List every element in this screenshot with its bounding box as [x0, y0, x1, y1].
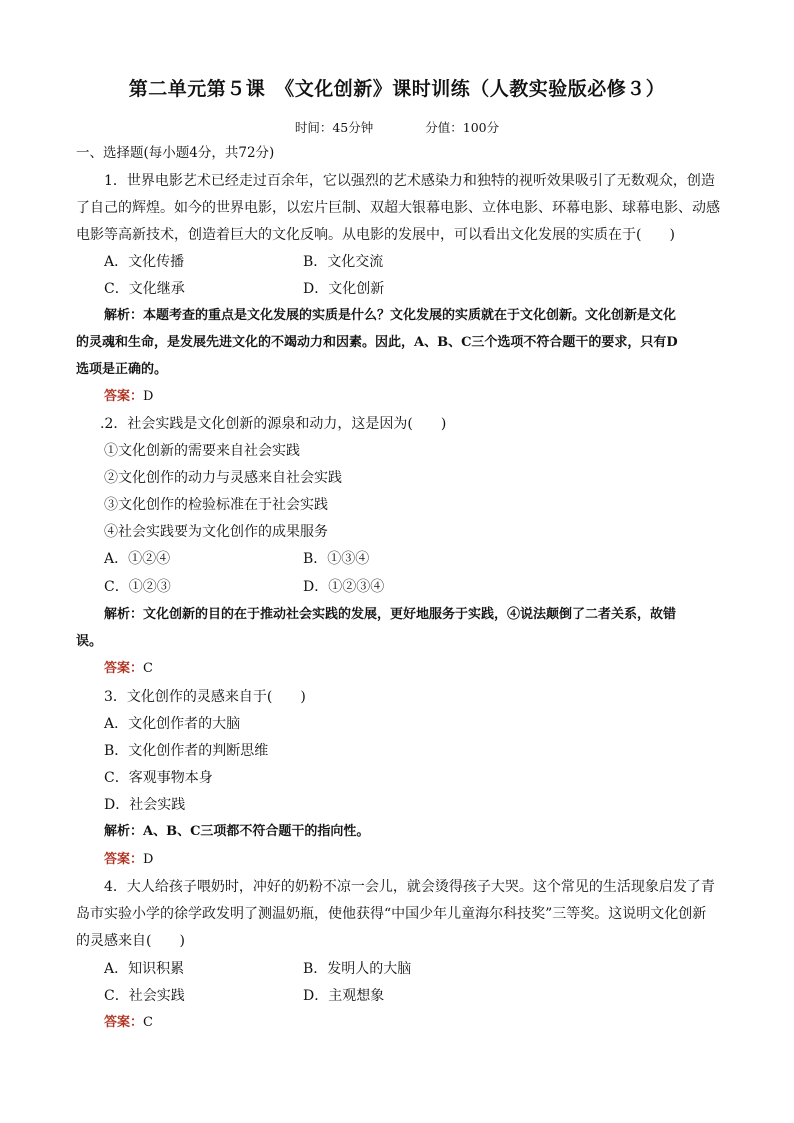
q1-option-b: B．文化交流: [303, 254, 384, 270]
q3-option-c: C．客观事物本身: [104, 770, 213, 786]
q2-stem: .2．社会实践是文化创新的源泉和动力，这是因为( ): [100, 416, 447, 432]
q2-statement-2: ②文化创作的动力与灵感来自社会实践: [104, 470, 342, 486]
q3-analysis: [104, 823, 369, 841]
q3-stem: 3．文化创作的灵感来自于( ): [104, 689, 306, 705]
section-heading: 一、选择题(每小题4分，共72分): [76, 145, 275, 161]
answer-label: 答案：: [104, 1015, 144, 1030]
q1-stem-line1: 1．世界电影艺术已经走过百余年，它以强烈的艺术感染力和独特的视听效果吸引了无数观众，创造: [104, 173, 715, 189]
q4-stem-line1: 4．大人给孩子喂奶时，冲好的奶粉不凉一会儿，就会烫得孩子大哭。这个常见的生活现象启发了青: [104, 879, 715, 895]
q1-analysis-line1: [104, 307, 676, 325]
q1-stem-line3: 电影等高新技术，创造着巨大的文化反响。从电影的发展中，可以看出文化发展的实质在于( ): [76, 227, 675, 243]
q1-analysis-line2: 的灵魂和生命，是发展先进文化的不竭动力和因素。因此，A、B、C三个选项不符合题干的要求，只有D: [76, 335, 678, 350]
answer-label: 答案：: [104, 852, 144, 867]
q2-statement-4: ④社会实践要为文化创作的成果服务: [104, 524, 328, 540]
q4-answer: [104, 1014, 153, 1032]
answer-value: C: [143, 1015, 153, 1030]
q1-option-d: D．文化创新: [303, 281, 385, 297]
q1-option-c: C．文化继承: [104, 281, 185, 297]
q3-option-a: A．文化创作者的大脑: [104, 716, 241, 732]
q2-statement-3: ③文化创作的检验标准在于社会实践: [104, 497, 328, 513]
answer-value: C: [143, 661, 153, 676]
q2-option-b: B．①③④: [303, 551, 370, 567]
q2-answer: [104, 660, 153, 678]
exam-meta: [0, 118, 794, 136]
q1-option-a: A．文化传播: [104, 254, 185, 270]
analysis-label: 解析：: [104, 308, 144, 323]
time-limit: 时间：45分钟: [294, 120, 374, 135]
q2-analysis-line1: [104, 606, 676, 624]
page-title: 第二单元第５课 《文化创新》课时训练（人教实验版必修３）: [128, 78, 666, 100]
analysis-text: 文化创新的目的在于推动社会实践的发展，更好地服务于实践，④说法颠倒了二者关系，故错: [143, 607, 677, 622]
q4-option-a: A．知识积累: [104, 961, 185, 977]
q4-stem-line3: 的灵感来自( ): [76, 933, 185, 949]
analysis-text: 本题考查的重点是文化发展的实质是什么？文化发展的实质就在于文化创新。文化创新是文化: [143, 308, 677, 323]
q4-option-c: C．社会实践: [104, 988, 185, 1004]
q4-option-b: B．发明人的大脑: [303, 961, 412, 977]
q3-answer: [104, 851, 153, 869]
q2-analysis-line2: 误。: [76, 634, 103, 649]
q3-option-d: D．社会实践: [104, 797, 186, 813]
q1-analysis-line3: 选项是正确的。: [76, 362, 168, 377]
q1-answer: [104, 388, 153, 406]
answer-label: 答案：: [104, 389, 144, 404]
q1-stem-line2: 了自己的辉煌。如今的世界电影，以宏片巨制、双超大银幕电影、立体电影、环幕电影、球幕电影、动感: [76, 200, 720, 216]
q2-option-c: C．①②③: [104, 579, 171, 595]
q4-stem-line2: 岛市实验小学的徐学政发明了测温奶瓶，使他获得“中国少年儿童海尔科技奖”三等奖。这说明文化创新: [76, 906, 707, 922]
analysis-label: 解析：: [104, 824, 144, 839]
q2-option-d: D．①②③④: [303, 579, 385, 595]
analysis-label: 解析：: [104, 607, 144, 622]
analysis-text: A、B、C三项都不符合题干的指向性。: [143, 824, 370, 839]
total-score: 分值：100分: [425, 120, 500, 135]
answer-value: D: [143, 389, 154, 404]
q4-option-d: D．主观想象: [303, 988, 385, 1004]
answer-value: D: [143, 852, 154, 867]
answer-label: 答案：: [104, 661, 144, 676]
q2-option-a: A．①②④: [104, 551, 171, 567]
q2-statement-1: ①文化创新的需要来自社会实践: [104, 443, 300, 459]
q3-option-b: B．文化创作者的判断思维: [104, 743, 269, 759]
